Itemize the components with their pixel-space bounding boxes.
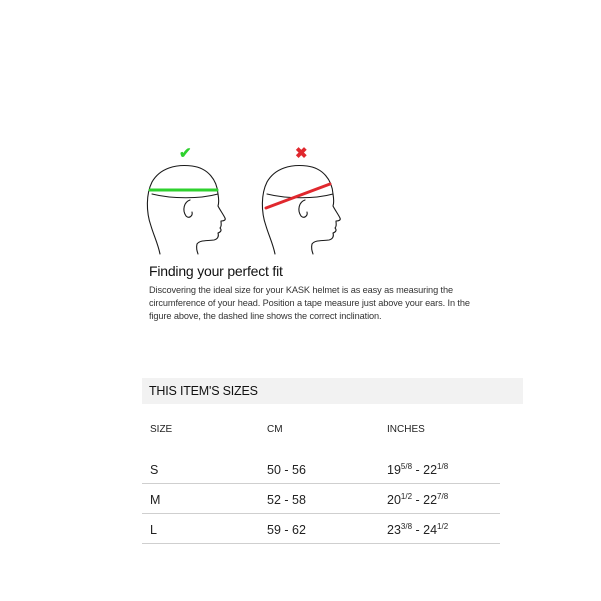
column-header-inches: INCHES xyxy=(387,424,425,435)
cm-cell: 52 - 58 xyxy=(267,493,306,507)
inches-cell: $23^{3/8} - 24^{1/2}$ xyxy=(387,522,449,537)
table-row xyxy=(142,484,500,514)
fit-guide-title: Finding your perfect fit xyxy=(149,263,283,279)
cm-cell: 50 - 56 xyxy=(267,463,306,477)
inches-cell: $20^{1/2} - 22^{7/8}$ xyxy=(387,492,449,507)
column-header-cm: CM xyxy=(267,424,283,435)
check-icon: ✔ xyxy=(179,145,192,162)
size-cell: L xyxy=(150,523,157,537)
head-measurement-illustration xyxy=(142,140,352,260)
cross-icon: ✖ xyxy=(295,145,308,162)
correct-head-figure xyxy=(147,166,225,254)
size-cell: M xyxy=(150,493,161,507)
sizes-section-title: THIS ITEM'S SIZES xyxy=(149,384,258,398)
size-cell: S xyxy=(150,463,159,477)
column-header-size: SIZE xyxy=(150,424,173,435)
table-row xyxy=(142,514,500,544)
sizes-section-header xyxy=(142,378,523,404)
incorrect-head-figure xyxy=(262,166,340,254)
fit-guide-description: Discovering the ideal size for your KASK helmet is as easy as measuring the circumference of your head. Position a tape measure just above your ears. In the figure above, the dashed line shows the correct inclination. xyxy=(149,285,470,322)
table-row xyxy=(142,454,500,484)
cm-cell: 59 - 62 xyxy=(267,523,306,537)
inches-cell: $19^{5/8} - 22^{1/8}$ xyxy=(387,462,449,477)
size-table xyxy=(142,414,500,544)
size-table-header-row xyxy=(142,414,500,454)
